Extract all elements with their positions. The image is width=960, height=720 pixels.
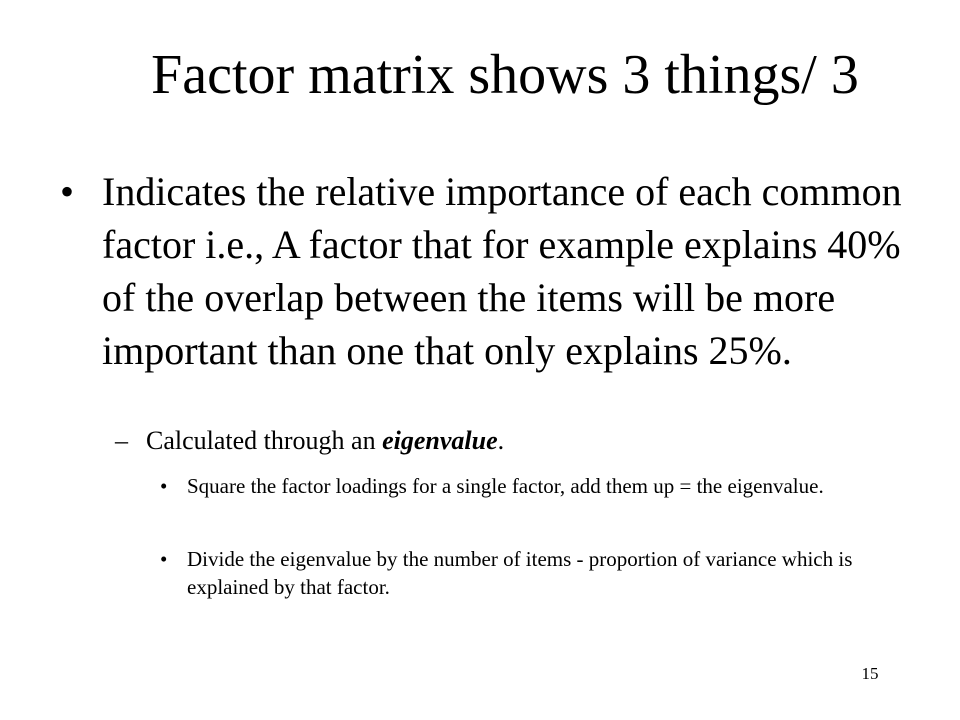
sub-bullet-text bbox=[146, 424, 895, 458]
sub-sub-bullet-square-loadings bbox=[160, 472, 900, 500]
sub-sub-bullet-text: Divide the eigenvalue by the number of items - proportion of variance which is explained by that factor. bbox=[187, 547, 853, 599]
sub-bullet-text-after: . bbox=[497, 426, 505, 455]
bullet-marker: • bbox=[60, 169, 75, 214]
sub-bullet-eigenvalue bbox=[115, 424, 895, 458]
sub-bullet-text-before: Calculated through an bbox=[146, 426, 383, 455]
sub-sub-bullet-text: Square the factor loadings for a single factor, add them up = the eigenvalue. bbox=[187, 474, 824, 498]
slide-title: Factor matrix shows 3 things/ 3 bbox=[151, 44, 859, 106]
eigenvalue-emphasis: eigenvalue bbox=[382, 426, 498, 455]
bullet-text: Indicates the relative importance of each common factor i.e., A factor that for example explains 40% of the overlap between the items will be more important than one that only explains 25%. bbox=[102, 169, 902, 373]
bullet-marker: • bbox=[160, 474, 168, 498]
bullet-marker: • bbox=[160, 547, 168, 571]
slide-number: 15 bbox=[861, 664, 879, 683]
sub-sub-bullet-divide-eigenvalue bbox=[160, 545, 900, 601]
dash-marker: – bbox=[115, 426, 128, 455]
bullet-relative-importance bbox=[60, 165, 920, 377]
